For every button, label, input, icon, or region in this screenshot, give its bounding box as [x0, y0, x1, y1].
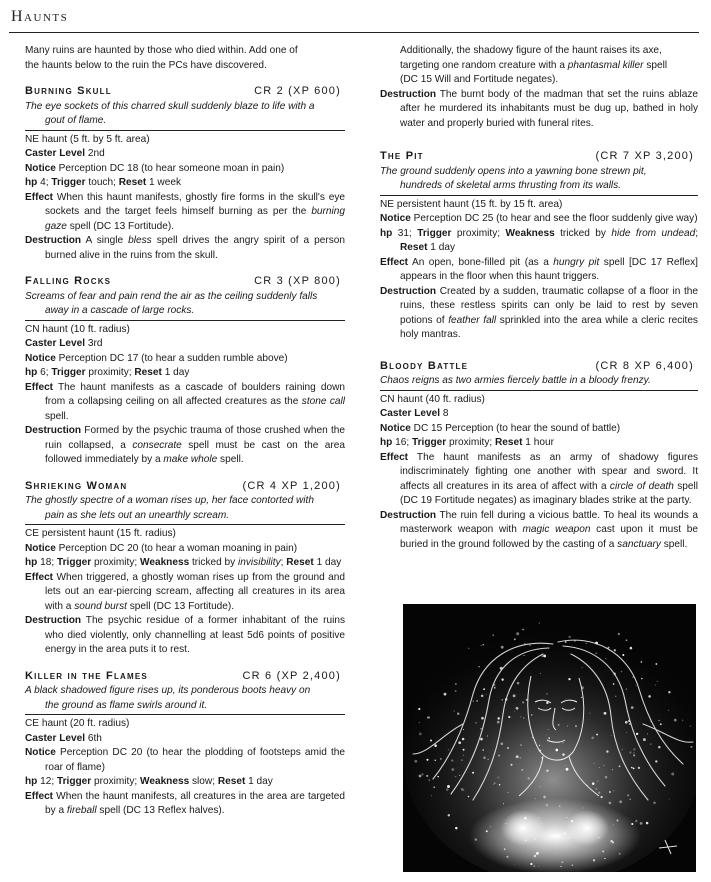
stat-destruction: [380, 509, 698, 553]
value: 6;: [37, 367, 52, 378]
haunt-falling-rocks: [25, 274, 345, 468]
label: Destruction: [25, 425, 82, 436]
stat-alignment: CN haunt (10 ft. radius): [25, 323, 130, 335]
stat-notice: [25, 746, 345, 775]
label: Trigger: [51, 367, 86, 378]
label: Destruction: [25, 615, 82, 626]
haunt-the-pit: [380, 149, 698, 343]
label: Notice: [25, 542, 56, 554]
spell-name: stone call: [301, 396, 345, 407]
stat-effect: [25, 790, 345, 819]
label: Notice: [25, 162, 56, 174]
label: Reset: [134, 367, 162, 378]
label: Effect: [25, 790, 54, 802]
stat-destruction: [25, 614, 345, 658]
haunt-name: Burning Skull: [25, 85, 112, 97]
spell-name: phantasmal killer: [567, 59, 644, 71]
value: The haunt manifests as an army of shadowy figures indiscriminately fighting one another with spear and sword. It affects all creatures in its area of affect with a: [400, 451, 698, 492]
label: Weakness: [140, 557, 190, 568]
desc-line: The ground suddenly opens into a yawning bone strewn pit,: [380, 165, 647, 177]
value: Perception DC 17 (to hear a sudden rumble above): [55, 352, 288, 364]
label: Trigger: [417, 227, 452, 239]
value: 2nd: [85, 148, 105, 159]
value: Formed by the psychic trauma of those crushed when the ruin collapsed, a: [45, 425, 345, 451]
value: Perception DC 20 (to hear a woman moaning in pain): [55, 542, 298, 554]
value: spell.: [45, 410, 69, 422]
haunt-description: [25, 290, 345, 321]
stat-caster-level: [380, 407, 698, 422]
desc-line: A black shadowed figure rises up, its ponderous boots heavy on: [25, 685, 311, 696]
haunt-name: Bloody Battle: [380, 359, 469, 372]
label: hp: [380, 227, 393, 239]
value: proximity;: [451, 227, 506, 239]
value: When triggered, a ghostly woman rises up from the ground and lets out an ear-piercing scream, affecting all creatures in its area with a: [45, 571, 345, 612]
label: Destruction: [380, 509, 437, 521]
haunt-heading: [25, 274, 345, 289]
text-line: (DC 15 Will and Fortitude negates).: [400, 74, 559, 85]
haunt-cr: (CR 4 XP 1,200): [242, 479, 341, 492]
stat-notice: [380, 212, 698, 227]
spell-name: sound burst: [74, 600, 127, 612]
label: hp: [25, 177, 38, 188]
value: Created by a sudden, traumatic collapse of a floor in the ruins, these restless spirits can only be laid to rest by seven potions of: [400, 285, 698, 326]
desc-line: The ghostly spectre of a woman rises up, her face contorted with: [25, 495, 314, 506]
value: spell [DC 17 Reflex] appears in the floor when this haunt triggers.: [400, 256, 698, 282]
value: spell.: [217, 454, 244, 465]
value: 4;: [37, 177, 52, 188]
label: Destruction: [380, 285, 437, 297]
haunt-description: [380, 165, 698, 196]
label: hp: [25, 776, 38, 787]
value: When this haunt manifests, ghostly fire forms in the skull's eye sockets and the target feels himself burning as per the: [45, 191, 345, 217]
desc-line: Screams of fear and pain rend the air as the ceiling suddenly falls: [25, 290, 318, 302]
label: Reset: [118, 177, 147, 188]
haunt-cr: CR 2 (XP 600): [254, 85, 341, 97]
page-header: [9, 6, 699, 33]
stat-hp: [25, 366, 345, 381]
label: Reset: [400, 242, 428, 253]
label: Trigger: [56, 557, 92, 568]
label: Destruction: [380, 88, 437, 100]
value: proximity;: [91, 557, 140, 568]
value: spell (DC 13 Reflex halves).: [96, 805, 225, 816]
continued-text: [400, 44, 698, 88]
value: 1 week: [146, 177, 181, 188]
spell-name: make whole: [163, 454, 218, 465]
spell-name: fireball: [66, 805, 97, 816]
label: Weakness: [505, 227, 555, 239]
page-title: Haunts: [11, 8, 69, 25]
spell-name: sanctuary: [617, 538, 661, 550]
ghost-woman-art: [403, 604, 696, 872]
value: An open, bone-filled pit (as a: [408, 256, 554, 268]
stat-notice: [380, 422, 698, 437]
label: Caster Level: [25, 148, 86, 159]
haunt-name: Falling Rocks: [25, 275, 112, 287]
value: sprinkled into the area while a cleric recites holy mantras.: [400, 314, 698, 340]
haunt-heading: [25, 84, 345, 99]
label: Trigger: [56, 776, 92, 787]
left-column: [25, 44, 345, 830]
desc-line: away in a cascade of large rocks.: [45, 305, 195, 316]
value: 8: [440, 408, 449, 419]
label: Reset: [495, 437, 523, 448]
stat-caster-level: [25, 337, 345, 352]
ghost-woman-illustration: [403, 604, 696, 872]
intro-paragraph: [25, 44, 345, 73]
label: Caster Level: [380, 408, 441, 419]
haunt-heading: [25, 669, 345, 684]
haunt-bloody-battle: [380, 359, 698, 553]
haunt-description: [25, 684, 345, 715]
value: The burnt body of the madman that set the ruins ablaze after he murdered its inhabitants must be dug up, bathed in holy water and properly buried with funeral rites.: [400, 88, 698, 129]
haunt-name: Killer in the Flames: [25, 669, 148, 682]
stat-destruction: [380, 88, 698, 132]
stat-caster-level: [25, 732, 345, 747]
stat-alignment: CE haunt (20 ft. radius): [25, 718, 130, 729]
label: Caster Level: [25, 732, 86, 744]
stat-effect: [380, 451, 698, 509]
desc-line: gout of flame.: [45, 115, 107, 126]
label: Effect: [380, 256, 409, 268]
haunt-heading: [25, 479, 345, 494]
stat-notice: [25, 542, 345, 557]
label: Effect: [25, 191, 54, 203]
label: hp: [25, 367, 38, 378]
label: Notice: [25, 352, 56, 364]
value: The psychic residue of a former inhabitant of the ruins who died violently, only channelling at least 5d6 points of positive energy in the area puts it to rest.: [45, 615, 345, 655]
value: 1 day: [161, 367, 190, 378]
label: Weakness: [140, 776, 190, 787]
stat-caster-level: [25, 147, 345, 162]
spell-name: consecrate: [132, 439, 182, 451]
value: ;: [695, 227, 699, 239]
value: 12;: [37, 776, 57, 787]
haunt-shrieking-woman: [25, 479, 345, 658]
text-part: spell: [643, 59, 668, 71]
stat-destruction: [25, 234, 345, 263]
value: spell (DC 13 Fortitude).: [126, 600, 235, 612]
value: The haunt manifests as a cascade of boulders raining down from a collapsing ceiling on all affected creatures as the: [45, 381, 345, 407]
haunt-description: [25, 100, 345, 131]
value: cast upon it must be buried in the ground followed by the casting of a: [400, 524, 698, 550]
label: Effect: [25, 571, 54, 583]
value: 31;: [392, 227, 418, 239]
value: When the haunt manifests, all creatures in the area are targeted by a: [45, 790, 345, 816]
haunt-name: The Pit: [380, 150, 424, 162]
spell-name: feather fall: [448, 314, 497, 326]
haunt-cr: CR 6 (XP 2,400): [242, 669, 341, 682]
value: Perception DC 25 (to hear and see the floor suddenly give way): [410, 213, 698, 224]
label: hp: [25, 557, 38, 568]
desc-line: the ground as flame swirls around it.: [45, 699, 208, 711]
value: spell (DC 19 Fortitude negates) as imaginary blades strike at the party.: [400, 480, 698, 506]
stat-effect: [25, 191, 345, 235]
value: Perception DC 18 (to hear someone moan in pain): [55, 162, 285, 174]
haunt-burning-skull: [25, 84, 345, 263]
value: The ruin fell during a vicious battle. To heal its wounds a masterwork weapon with: [400, 509, 698, 535]
spell-name: magic weapon: [522, 524, 591, 535]
value: 16;: [392, 437, 412, 448]
stat-destruction: [25, 424, 345, 468]
spell-name: circle of death: [609, 480, 674, 492]
intro-line: Many ruins are haunted by those who died within. Add one of: [25, 45, 298, 56]
text-part: targeting one random creature with a: [400, 59, 568, 71]
value: spell (DC 13 Fortitude).: [66, 220, 175, 232]
value: spell drives the angry spirit of a person burned alive in the ruins from the skull.: [45, 235, 346, 261]
haunt-cr: (CR 7 XP 3,200): [595, 150, 694, 162]
value: ;: [280, 557, 287, 568]
desc-line: Chaos reigns as two armies fiercely battle in a bloody frenzy.: [380, 375, 651, 386]
stat-destruction: [380, 285, 698, 343]
spell-name: hungry pit: [553, 256, 600, 268]
label: Caster Level: [25, 338, 86, 349]
value: Perception DC 20 (to hear the plodding of footsteps amid the roar of flame): [45, 747, 345, 773]
label: Notice: [380, 422, 411, 434]
label: Effect: [380, 451, 409, 463]
label: hp: [380, 437, 393, 448]
value: slow;: [189, 776, 218, 787]
stat-notice: [25, 352, 345, 367]
label: Reset: [286, 557, 314, 568]
label: Effect: [25, 381, 54, 393]
stat-hp: [380, 436, 698, 451]
spell-name: burning gaze: [45, 206, 345, 232]
value: 1 day: [245, 776, 273, 787]
value: A single: [81, 235, 129, 246]
haunt-heading: [380, 359, 698, 374]
stat-notice: [25, 162, 345, 177]
value: 1 day: [427, 242, 455, 253]
stat-hp: [25, 556, 345, 571]
haunt-heading: [380, 149, 698, 164]
value: 1 day: [313, 557, 342, 568]
stat-hp: [25, 775, 345, 790]
spell-name: invisibility: [238, 557, 281, 568]
stat-alignment: NE haunt (5 ft. by 5 ft. area): [25, 133, 150, 145]
text-line: [400, 59, 698, 74]
intro-line: the haunts below to the ruin the PCs have discovered.: [25, 59, 267, 71]
value: touch;: [85, 177, 119, 188]
spell-name: bless: [128, 235, 152, 246]
right-column: [380, 44, 698, 563]
desc-line: pain as she lets out an unearthly scream.: [45, 509, 230, 521]
value: tricked by: [554, 227, 612, 239]
label: Destruction: [25, 235, 82, 246]
stat-alignment: CN haunt (40 ft. radius): [380, 393, 485, 405]
desc-line: The eye sockets of this charred skull suddenly blaze to life with a: [25, 100, 315, 112]
stat-alignment: CE persistent haunt (15 ft. radius): [25, 528, 176, 539]
value: proximity;: [91, 776, 140, 787]
stat-effect: [380, 256, 698, 285]
value: 18;: [37, 557, 57, 568]
label: Notice: [380, 213, 411, 224]
label: Trigger: [51, 177, 86, 188]
value: proximity;: [85, 367, 135, 378]
label: Notice: [25, 747, 56, 758]
haunt-description: [380, 374, 698, 391]
haunt-cr: (CR 8 XP 6,400): [595, 359, 694, 372]
value: spell must be cast on the area followed immediately by a: [45, 439, 346, 465]
haunt-cr: CR 3 (XP 800): [254, 275, 341, 287]
text-line: Additionally, the shadowy figure of the haunt raises its axe,: [400, 45, 662, 56]
stat-effect: [25, 571, 345, 615]
value: tricked by: [189, 557, 239, 568]
haunt-description: [25, 494, 345, 525]
value: 3rd: [85, 338, 103, 349]
stat-alignment: NE persistent haunt (15 ft. by 15 ft. area): [380, 198, 563, 210]
haunt-name: Shrieking Woman: [25, 479, 128, 492]
desc-line: hundreds of skeletal arms thrusting from its walls.: [400, 180, 622, 191]
value: 1 hour: [522, 437, 554, 448]
value: spell.: [660, 538, 688, 550]
stat-effect: [25, 381, 345, 425]
spell-name: hide from undead: [611, 227, 696, 239]
label: Trigger: [411, 437, 447, 448]
value: 6th: [85, 732, 102, 744]
haunt-killer-in-the-flames: [25, 669, 345, 819]
stat-hp: [380, 227, 698, 256]
stat-hp: [25, 176, 345, 191]
value: proximity;: [446, 437, 495, 448]
value: DC 15 Perception (to hear the sound of battle): [410, 422, 621, 434]
label: Reset: [217, 776, 246, 787]
